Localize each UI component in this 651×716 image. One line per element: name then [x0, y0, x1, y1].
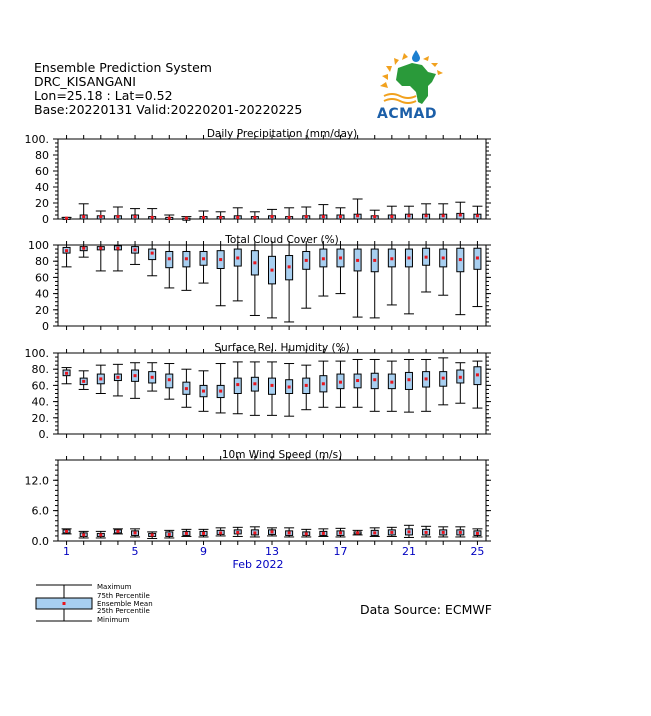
mean-marker	[253, 261, 256, 264]
mean-marker	[99, 247, 102, 250]
mean-marker	[407, 256, 410, 259]
mean-marker	[425, 377, 428, 380]
mean-marker	[253, 382, 256, 385]
mean-marker	[459, 258, 462, 261]
x-tick-label: 9	[200, 545, 208, 558]
y-tick-label-wind-speed: 12.0	[24, 474, 49, 488]
mean-marker	[339, 215, 342, 218]
y-tick-label-cloud-cover: 40	[35, 287, 49, 301]
mean-marker	[356, 259, 359, 262]
mean-marker	[271, 269, 274, 272]
mean-marker	[407, 378, 410, 381]
mean-marker	[185, 387, 188, 390]
mean-marker	[407, 214, 410, 217]
mean-marker	[305, 532, 308, 535]
y-tick-label-precipitation: 20	[35, 197, 49, 210]
mean-marker	[236, 531, 239, 534]
mean-marker	[65, 372, 68, 375]
mean-marker	[288, 265, 291, 268]
mean-marker	[236, 216, 239, 219]
header-coordinates: Lon=25.18 : Lat=0.52	[34, 88, 173, 103]
mean-marker	[305, 215, 308, 218]
mean-marker	[65, 530, 68, 533]
logo-text: ACMAD	[377, 106, 437, 122]
mean-marker	[442, 531, 445, 534]
mean-marker	[425, 531, 428, 534]
mean-marker	[253, 531, 256, 534]
x-axis-month-label: Feb 2022	[232, 558, 284, 571]
mean-marker	[82, 215, 85, 218]
x-tick-label: 17	[333, 545, 348, 558]
mean-marker	[476, 256, 479, 259]
panel-title-precipitation: Daily Precipitation (mm/day)	[206, 128, 358, 140]
y-tick-label-cloud-cover: 100	[28, 239, 49, 252]
mean-marker	[459, 376, 462, 379]
y-tick-label-cloud-cover: 60	[35, 271, 49, 285]
mean-marker	[322, 532, 325, 535]
mean-marker	[390, 531, 393, 534]
mean-marker	[65, 249, 68, 252]
mean-marker	[168, 378, 171, 381]
y-tick-label-precipitation: 60	[35, 165, 49, 178]
mean-marker	[82, 247, 85, 250]
mean-marker	[459, 214, 462, 217]
mean-marker	[236, 383, 239, 386]
mean-marker	[82, 533, 85, 536]
mean-marker	[271, 215, 274, 218]
mean-marker	[236, 256, 239, 259]
mean-marker	[82, 380, 85, 383]
mean-marker	[151, 252, 154, 255]
x-tick-label: 25	[470, 545, 485, 558]
y-tick-label-humidity: 0.	[38, 428, 49, 441]
legend-p25-label: 25th Percentile	[97, 607, 150, 615]
y-tick-label-humidity: 20.	[31, 411, 49, 425]
mean-marker	[253, 216, 256, 219]
y-tick-label-cloud-cover: 0	[42, 320, 49, 333]
y-tick-label-humidity: 60.	[31, 379, 49, 393]
mean-marker	[407, 530, 410, 533]
mean-marker	[185, 532, 188, 535]
mean-marker	[271, 384, 274, 387]
mean-marker	[151, 376, 154, 379]
mean-marker	[134, 374, 137, 377]
mean-marker	[442, 377, 445, 380]
mean-marker	[442, 214, 445, 217]
mean-marker	[134, 531, 137, 534]
x-tick-label: 21	[401, 545, 416, 558]
mean-marker	[390, 257, 393, 260]
legend-minimum-label: Minimum	[97, 616, 130, 624]
mean-marker	[168, 257, 171, 260]
mean-marker	[116, 530, 119, 533]
mean-marker	[356, 379, 359, 382]
y-tick-label-cloud-cover: 80	[35, 255, 49, 269]
mean-marker	[116, 376, 119, 379]
mean-marker	[356, 531, 359, 534]
legend-mean-label: Ensemble Mean	[97, 600, 153, 608]
mean-marker	[373, 215, 376, 218]
mean-marker	[99, 377, 102, 380]
mean-marker	[219, 390, 222, 393]
mean-marker	[219, 531, 222, 534]
header-station: DRC_KISANGANI	[34, 74, 136, 89]
y-tick-label-humidity: 100.	[24, 347, 49, 360]
mean-marker	[151, 533, 154, 536]
mean-marker	[356, 214, 359, 217]
data-source-label: Data Source: ECMWF	[360, 602, 492, 617]
panel-title-cloud-cover: Total Cloud Cover (%)	[225, 234, 339, 246]
y-tick-label-precipitation: 0	[42, 213, 49, 226]
y-tick-label-precipitation: 80	[35, 149, 49, 162]
y-tick-label-humidity: 80.	[31, 363, 49, 377]
y-tick-label-wind-speed: 0.0	[31, 535, 49, 548]
mean-marker	[202, 390, 205, 393]
mean-marker	[373, 259, 376, 262]
mean-marker	[99, 533, 102, 536]
header-validity: Base:20220131 Valid:20220201-20220225	[34, 102, 303, 117]
legend-p75-label: 75th Percentile	[97, 592, 150, 600]
panel-title-wind-speed: 10m Wind Speed (m/s)	[221, 449, 343, 461]
mean-marker	[322, 215, 325, 218]
mean-marker	[373, 531, 376, 534]
mean-marker	[202, 532, 205, 535]
mean-marker	[476, 373, 479, 376]
mean-marker	[305, 259, 308, 262]
mean-marker	[185, 217, 188, 220]
mean-marker	[425, 256, 428, 259]
mean-marker	[288, 216, 291, 219]
mean-marker	[151, 216, 154, 219]
x-tick-label: 13	[265, 545, 279, 558]
mean-marker	[339, 381, 342, 384]
y-tick-label-precipitation: 40	[35, 181, 49, 194]
legend-mean-marker	[63, 602, 66, 605]
mean-marker	[168, 533, 171, 536]
mean-marker	[390, 215, 393, 218]
y-tick-label-cloud-cover: 20	[35, 303, 49, 317]
mean-marker	[476, 532, 479, 535]
y-tick-label-humidity: 40.	[31, 395, 49, 409]
mean-marker	[168, 217, 171, 220]
legend-maximum-label: Maximum	[97, 583, 132, 591]
mean-marker	[65, 217, 68, 220]
x-tick-label: 1	[63, 545, 71, 558]
mean-marker	[322, 257, 325, 260]
mean-marker	[390, 381, 393, 384]
mean-marker	[219, 216, 222, 219]
mean-marker	[339, 256, 342, 259]
mean-marker	[288, 531, 291, 534]
mean-marker	[442, 256, 445, 259]
panel-title-humidity: Surface Rel. Humidity (%)	[214, 342, 350, 354]
mean-marker	[425, 214, 428, 217]
mean-marker	[185, 257, 188, 260]
mean-marker	[134, 215, 137, 218]
mean-marker	[339, 531, 342, 534]
x-tick-label: 5	[131, 545, 139, 558]
mean-marker	[271, 530, 274, 533]
mean-marker	[219, 258, 222, 261]
mean-marker	[305, 384, 308, 387]
mean-marker	[288, 386, 291, 389]
y-tick-label-precipitation: 100.	[24, 133, 49, 146]
y-tick-label-wind-speed: 6.0	[31, 504, 49, 518]
mean-marker	[459, 531, 462, 534]
mean-marker	[322, 382, 325, 385]
mean-marker	[116, 215, 119, 218]
mean-marker	[134, 248, 137, 251]
mean-marker	[202, 216, 205, 219]
mean-marker	[99, 215, 102, 218]
header-title: Ensemble Prediction System	[34, 60, 212, 75]
mean-marker	[202, 257, 205, 260]
mean-marker	[476, 214, 479, 217]
mean-marker	[373, 378, 376, 381]
mean-marker	[116, 247, 119, 250]
